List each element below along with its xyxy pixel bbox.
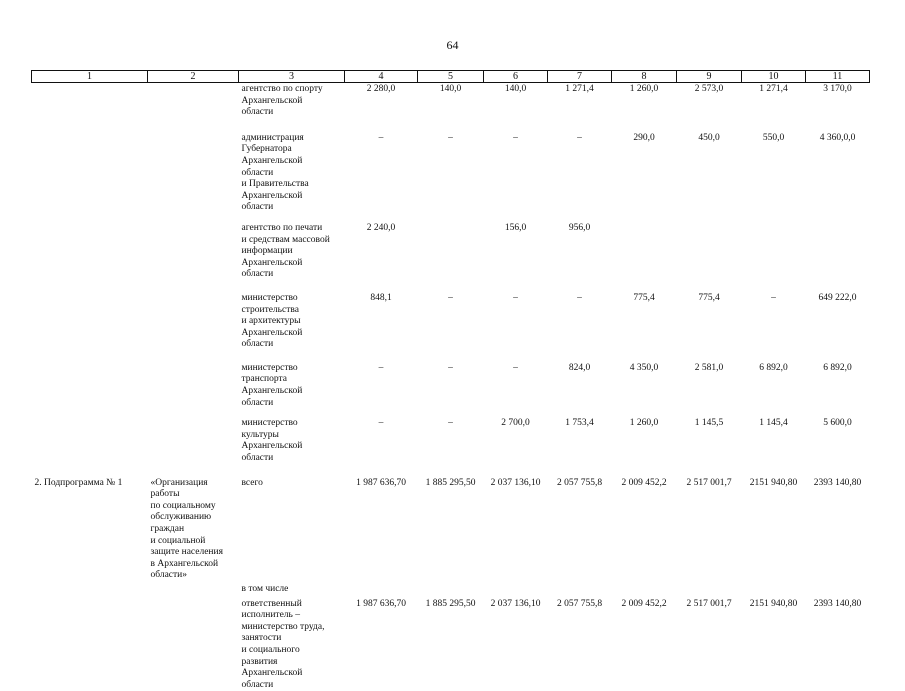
cell-value-col-11: 6 892,0 <box>806 351 870 409</box>
cell-value-col-9: 2 517 001,7 <box>677 465 742 582</box>
cell-value-col-9: 2 573,0 <box>677 83 742 119</box>
cell-value-col-6 <box>484 582 548 596</box>
cell-value-col-8: 1 260,0 <box>612 409 677 464</box>
cell-value-col-8: 2 009 452,2 <box>612 465 677 582</box>
cell-item-number <box>32 119 148 214</box>
column-header-1: 1 <box>32 71 148 83</box>
column-header-5: 5 <box>418 71 484 83</box>
cell-value-col-6: – <box>484 281 548 351</box>
cell-item-number <box>32 281 148 351</box>
cell-value-col-11 <box>806 214 870 281</box>
cell-value-col-7: 2 057 755,8 <box>548 596 612 691</box>
cell-executor: всего <box>239 465 345 582</box>
cell-value-col-10 <box>742 214 806 281</box>
cell-value-col-8 <box>612 582 677 596</box>
cell-value-col-11 <box>806 582 870 596</box>
table-row <box>32 351 870 409</box>
cell-item-number <box>32 582 148 596</box>
column-header-4: 4 <box>345 71 418 83</box>
cell-value-col-11: 3 170,0 <box>806 83 870 119</box>
cell-value-col-4: 848,1 <box>345 281 418 351</box>
column-header-2: 2 <box>148 71 239 83</box>
column-header-7: 7 <box>548 71 612 83</box>
cell-value-col-11: 5 600,0 <box>806 409 870 464</box>
cell-value-col-7: – <box>548 119 612 214</box>
cell-value-col-10 <box>742 582 806 596</box>
cell-value-col-11: 4 360,0,0 <box>806 119 870 214</box>
cell-value-col-9 <box>677 582 742 596</box>
cell-value-col-11: 649 222,0 <box>806 281 870 351</box>
cell-program-name <box>148 214 239 281</box>
cell-value-col-6: 2 037 136,10 <box>484 596 548 691</box>
cell-value-col-6: – <box>484 351 548 409</box>
cell-value-col-5 <box>418 214 484 281</box>
column-header-10: 10 <box>742 71 806 83</box>
cell-value-col-10: 1 271,4 <box>742 83 806 119</box>
cell-value-col-5: – <box>418 281 484 351</box>
cell-executor: министерство строительства и архитектуры Архангельской области <box>239 281 345 351</box>
cell-value-col-4: 2 280,0 <box>345 83 418 119</box>
cell-program-name <box>148 582 239 596</box>
table-row <box>32 281 870 351</box>
cell-value-col-6: – <box>484 119 548 214</box>
cell-value-col-5: 1 885 295,50 <box>418 596 484 691</box>
cell-value-col-8 <box>612 214 677 281</box>
cell-value-col-6: 140,0 <box>484 83 548 119</box>
cell-program-name <box>148 409 239 464</box>
cell-value-col-8: 1 260,0 <box>612 83 677 119</box>
cell-value-col-9: 775,4 <box>677 281 742 351</box>
page-number: 64 <box>0 38 905 53</box>
cell-value-col-7: 1 271,4 <box>548 83 612 119</box>
column-header-9: 9 <box>677 71 742 83</box>
cell-value-col-11: 2393 140,80 <box>806 465 870 582</box>
cell-value-col-9: 450,0 <box>677 119 742 214</box>
table-row <box>32 465 870 582</box>
cell-value-col-7: 956,0 <box>548 214 612 281</box>
cell-value-col-6: 2 700,0 <box>484 409 548 464</box>
cell-program-name <box>148 281 239 351</box>
column-header-6: 6 <box>484 71 548 83</box>
cell-value-col-6: 156,0 <box>484 214 548 281</box>
cell-program-name <box>148 351 239 409</box>
table-row <box>32 582 870 596</box>
cell-item-number <box>32 83 148 119</box>
cell-value-col-7: 1 753,4 <box>548 409 612 464</box>
table-row <box>32 409 870 464</box>
cell-item-number <box>32 351 148 409</box>
cell-value-col-6: 2 037 136,10 <box>484 465 548 582</box>
cell-item-number <box>32 409 148 464</box>
cell-value-col-8: 290,0 <box>612 119 677 214</box>
cell-executor: агентство по печати и средствам массовой информации Архангельской области <box>239 214 345 281</box>
cell-value-col-10: 550,0 <box>742 119 806 214</box>
column-header-8: 8 <box>612 71 677 83</box>
cell-value-col-9: 1 145,5 <box>677 409 742 464</box>
table-row <box>32 214 870 281</box>
cell-item-number: 2. Подпрограмма № 1 <box>32 465 148 582</box>
cell-item-number <box>32 596 148 691</box>
cell-value-col-10: 2151 940,80 <box>742 596 806 691</box>
table-body <box>32 83 870 691</box>
cell-value-col-4: 2 240,0 <box>345 214 418 281</box>
cell-value-col-10: – <box>742 281 806 351</box>
column-header-3: 3 <box>239 71 345 83</box>
cell-executor: ответственный исполнитель – министерство труда, занятости и социального развития Архангельской области <box>239 596 345 691</box>
cell-value-col-4: – <box>345 119 418 214</box>
cell-value-col-11: 2393 140,80 <box>806 596 870 691</box>
cell-value-col-8: 2 009 452,2 <box>612 596 677 691</box>
table-row <box>32 596 870 691</box>
budget-table <box>31 70 870 691</box>
cell-executor: агентство по спорту Архангельской области <box>239 83 345 119</box>
table-header-row <box>32 71 870 83</box>
cell-value-col-5: – <box>418 351 484 409</box>
cell-executor: министерство транспорта Архангельской области <box>239 351 345 409</box>
column-header-11: 11 <box>806 71 870 83</box>
cell-value-col-7 <box>548 582 612 596</box>
cell-value-col-10: 6 892,0 <box>742 351 806 409</box>
cell-value-col-5 <box>418 582 484 596</box>
cell-value-col-5: – <box>418 119 484 214</box>
cell-value-col-7: 2 057 755,8 <box>548 465 612 582</box>
cell-executor: в том числе <box>239 582 345 596</box>
cell-executor: министерство культуры Архангельской области <box>239 409 345 464</box>
cell-value-col-8: 775,4 <box>612 281 677 351</box>
cell-value-col-5: – <box>418 409 484 464</box>
cell-value-col-7: – <box>548 281 612 351</box>
table-row <box>32 83 870 119</box>
cell-value-col-9: 2 517 001,7 <box>677 596 742 691</box>
cell-value-col-7: 824,0 <box>548 351 612 409</box>
cell-value-col-9 <box>677 214 742 281</box>
cell-value-col-5: 1 885 295,50 <box>418 465 484 582</box>
cell-executor: администрация Губернатора Архангельской области и Правительства Архангельской области <box>239 119 345 214</box>
cell-value-col-4 <box>345 582 418 596</box>
table-row <box>32 119 870 214</box>
cell-program-name <box>148 119 239 214</box>
cell-value-col-8: 4 350,0 <box>612 351 677 409</box>
cell-value-col-4: 1 987 636,70 <box>345 596 418 691</box>
cell-program-name: «Организация работы по социальному обслуживанию граждан и социальной защите населения в Архангельской области» <box>148 465 239 582</box>
cell-program-name <box>148 596 239 691</box>
cell-value-col-4: – <box>345 351 418 409</box>
cell-program-name <box>148 83 239 119</box>
cell-value-col-9: 2 581,0 <box>677 351 742 409</box>
cell-value-col-4: 1 987 636,70 <box>345 465 418 582</box>
cell-value-col-5: 140,0 <box>418 83 484 119</box>
cell-value-col-4: – <box>345 409 418 464</box>
cell-value-col-10: 2151 940,80 <box>742 465 806 582</box>
cell-item-number <box>32 214 148 281</box>
cell-value-col-10: 1 145,4 <box>742 409 806 464</box>
